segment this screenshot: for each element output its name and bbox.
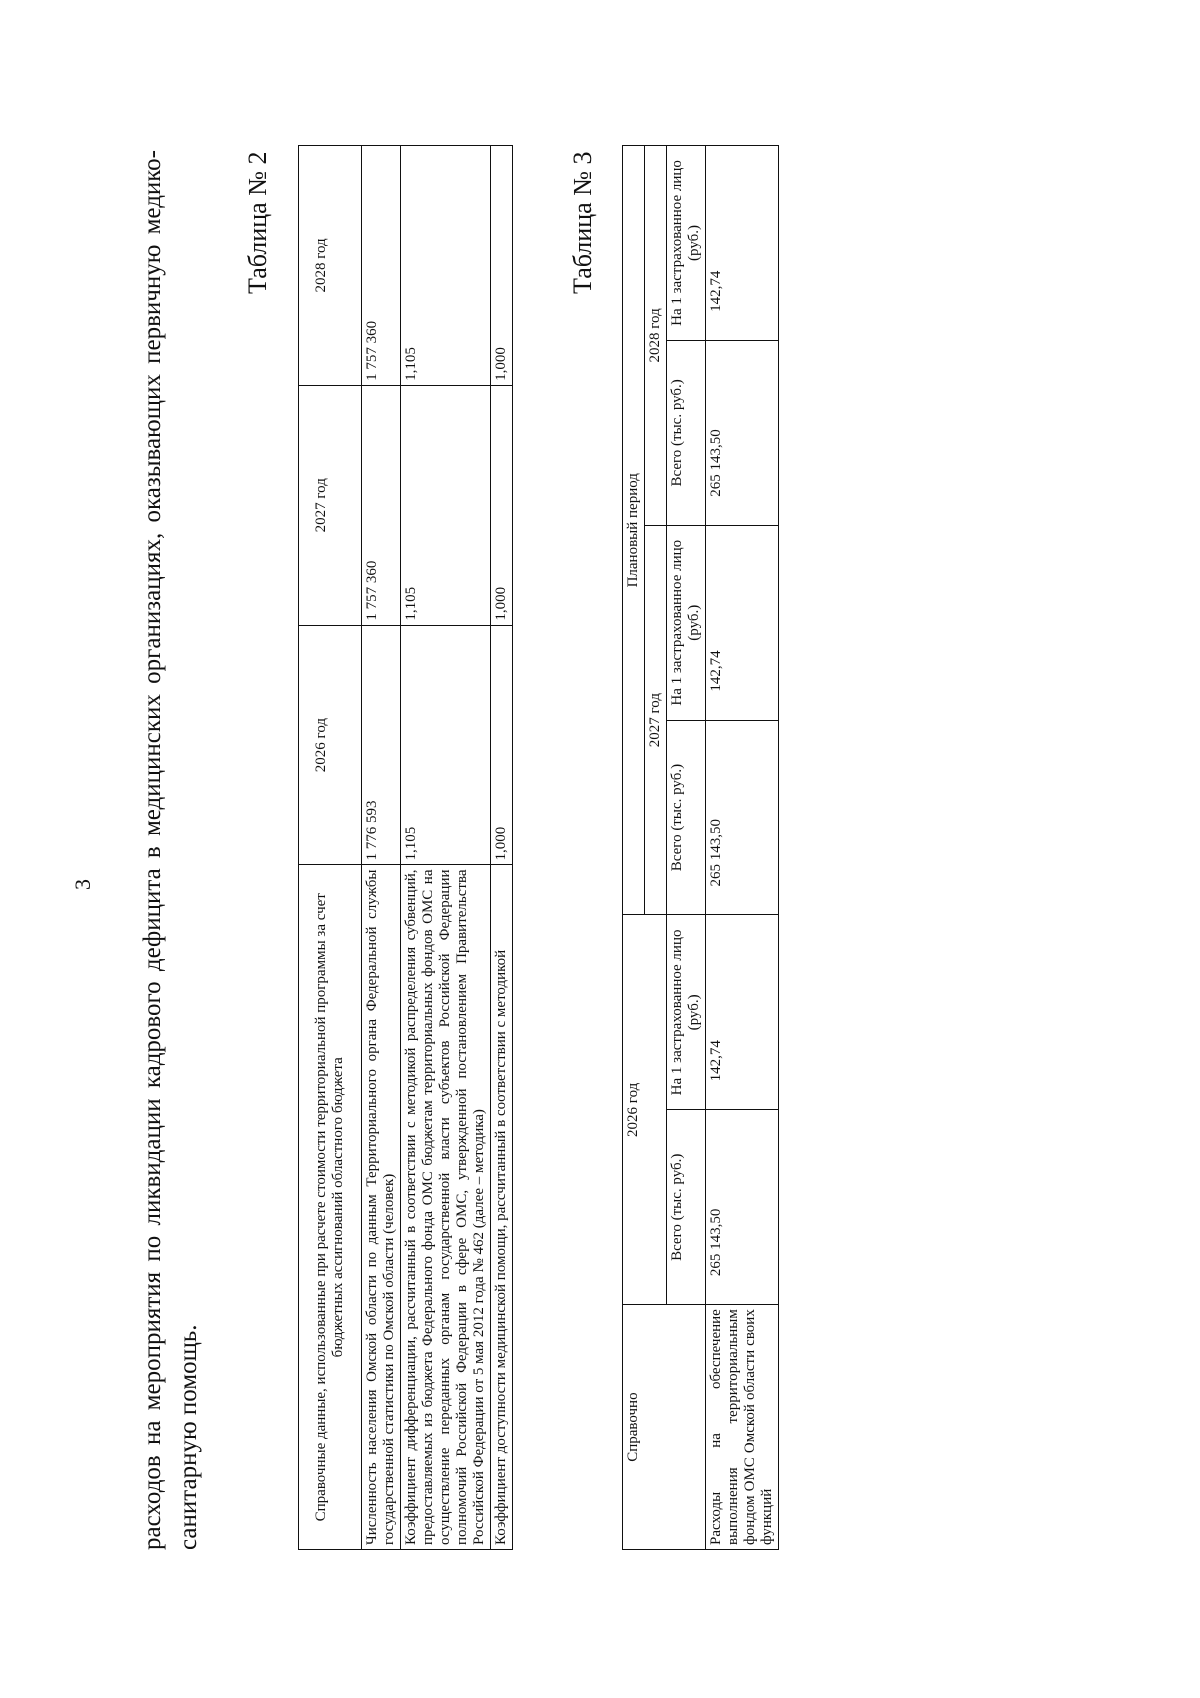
table3-caption: Таблица № 3	[568, 151, 597, 294]
table2-header-cell: 2028 год	[299, 146, 362, 386]
table3-cell: 142,74	[706, 915, 779, 1110]
table3-cell: 265 143,50	[706, 1110, 779, 1305]
table3-header-total: Всего (тыс. руб.)	[667, 340, 706, 525]
table3-header-per-insured: На 1 застрахованное лицо (руб.)	[667, 146, 706, 341]
table2-header-cell: Справочные данные, использованные при расчете стоимости территориальной программы за счет бюджетных ассигнований областного бюджета	[299, 865, 362, 1550]
table3-header-total: Всего (тыс. руб.)	[667, 720, 706, 915]
table3-header-per-insured: На 1 застрахованное лицо (руб.)	[667, 525, 706, 720]
table2-cell: Коэффициент доступности медицинской помощи, рассчитанный в соответствии с методикой	[491, 865, 513, 1550]
table3-cell: 142,74	[706, 525, 779, 720]
table2-header-cell: 2026 год	[299, 625, 362, 865]
table2-cell: 1,000	[491, 385, 513, 625]
table3-header-per-insured: На 1 застрахованное лицо (руб.)	[667, 915, 706, 1110]
table2-header-row	[299, 146, 362, 1550]
table3-cell: 265 143,50	[706, 720, 779, 915]
table3-header-2027: 2027 год	[645, 525, 667, 915]
table3-header-2028: 2028 год	[645, 146, 667, 526]
table2-cell: 1,000	[491, 625, 513, 865]
table-row	[401, 146, 491, 1550]
table2-cell: Коэффициент дифференциации, рассчитанный в соответствии с методикой распределения субвенций, предоставляемых из бюджета Федерального фонда ОМС бюджетам территориальных фондов ОМС на осуществление переданных органам государственной власти субъектов Российской Федерации полномочий Российской Федерации в сфере ОМС, утвержденной постановлением Правительства Российской Федерации от 5 мая 2012 года № 462 (далее – методика)	[401, 865, 491, 1550]
table-row	[706, 146, 779, 1550]
table-row	[362, 146, 401, 1550]
table2-cell: 1 757 360	[362, 385, 401, 625]
table2-cell: 1,000	[491, 146, 513, 386]
table3-row-label: Расходы на обеспечение выполнения территориальным фондом ОМС Омской области своих функций	[706, 1305, 779, 1550]
table3-header-reference: Справочно	[623, 1305, 706, 1550]
table3-cell: 142,74	[706, 146, 779, 341]
table2-header-cell: 2027 год	[299, 385, 362, 625]
table2-cell: Численность населения Омской области по данным Территориального органа Федеральной службы государственной статистики по Омской области (человек)	[362, 865, 401, 1550]
page-number: 3	[70, 879, 95, 890]
table3-header-2026: 2026 год	[623, 915, 667, 1305]
table2	[298, 145, 513, 1550]
intro-paragraph: расходов на мероприятия по ликвидации кадрового дефицита в медицинских организациях, оказывающих первичную медико-санитарную помощь.	[139, 150, 202, 1550]
table2-cell: 1,105	[401, 625, 491, 865]
table2-cell: 1,105	[401, 146, 491, 386]
table-row	[491, 146, 513, 1550]
table2-cell: 1 776 593	[362, 625, 401, 865]
table3-header-total: Всего (тыс. руб.)	[667, 1110, 706, 1305]
table3-header-row	[623, 146, 645, 1550]
table2-caption: Таблица № 2	[243, 151, 272, 294]
table3-header-planned: Плановый период	[623, 146, 645, 915]
table2-cell: 1,105	[401, 385, 491, 625]
table3	[622, 145, 779, 1550]
table2-cell: 1 757 360	[362, 146, 401, 386]
table3-cell: 265 143,50	[706, 340, 779, 525]
